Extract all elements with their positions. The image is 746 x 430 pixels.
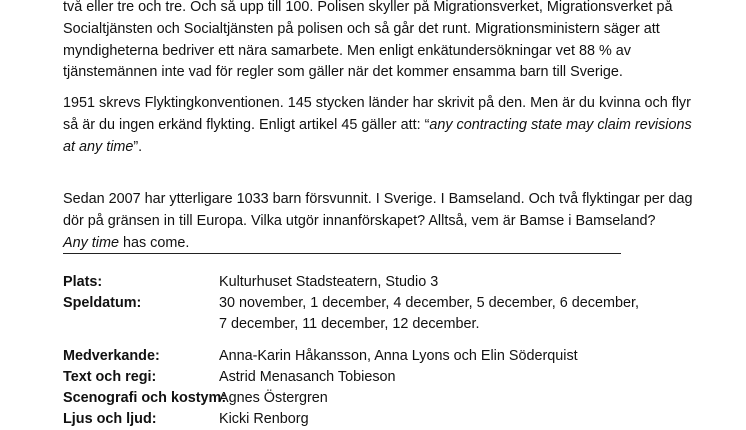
horizontal-divider: [63, 253, 621, 254]
paragraph-bamseland: [63, 189, 693, 254]
info-value: Anna-Karin Håkansson, Anna Lyons och Elin Söderquist: [219, 348, 578, 364]
quote-italic: any contracting state may claim revisions: [429, 116, 692, 133]
text-line: tjänstemännen inte vad för regler som gäller när det kommer ensamma barn till Sverige.: [63, 64, 623, 81]
text-line: [63, 137, 683, 159]
info-label: Scenografi och kostym:: [63, 390, 227, 406]
info-label: Speldatum:: [63, 295, 142, 311]
text-line: myndigheterna bedriver ett nära samarbete. Men enligt enkätundersökningar vet 88 % av: [63, 42, 631, 59]
paragraph-refugee-convention: [63, 93, 692, 158]
text-line: [63, 233, 683, 255]
paragraph-migration: [63, 0, 683, 84]
quote-italic: at any time: [63, 138, 134, 155]
info-value-line: 30 november, 1 december, 4 december, 5 december, 6 december,: [219, 295, 639, 311]
info-value-line: 7 december, 11 december, 12 december.: [219, 316, 480, 332]
text-line: två eller tre och tre. Och så upp till 100. Polisen skyller på Migrationsverket, Migrationsverket på: [63, 0, 673, 15]
info-value: Agnes Östergren: [219, 390, 328, 406]
info-label: Plats:: [63, 274, 103, 290]
text-line: Sedan 2007 har ytterligare 1033 barn försvunnit. I Sverige. I Bamseland. Och två flyktingar per dag: [63, 191, 693, 207]
info-value: Astrid Menasanch Tobieson: [219, 369, 396, 385]
info-value: Kulturhuset Stadsteatern, Studio 3: [219, 274, 439, 290]
text-plain: så är du ingen erkänd flykting. Enligt artikel 45 gäller att: “: [63, 116, 430, 133]
text-plain: ”.: [133, 138, 143, 155]
info-label: Medverkande:: [63, 348, 160, 364]
info-value: Kicki Renborg: [219, 411, 309, 427]
text-line: Socialtjänsten och Socialtjänsten på polisen och så går det runt. Migrationsministern säger att: [63, 20, 660, 37]
info-value: [219, 293, 639, 335]
text-line: dör på gränsen in till Europa. Vilka utgör innanförskapet? Alltså, vem är Bamse i Bamseland?: [63, 212, 656, 229]
text-plain: has come.: [118, 234, 190, 251]
info-label: Text och regi:: [63, 369, 157, 385]
text-line: [63, 115, 692, 137]
text-line: 1951 skrevs Flyktingkonventionen. 145 stycken länder har skrivit på den. Men är du kvinna och flyr: [63, 95, 691, 111]
info-label: Ljus och ljud:: [63, 411, 157, 427]
text-italic: Any time: [63, 234, 119, 251]
